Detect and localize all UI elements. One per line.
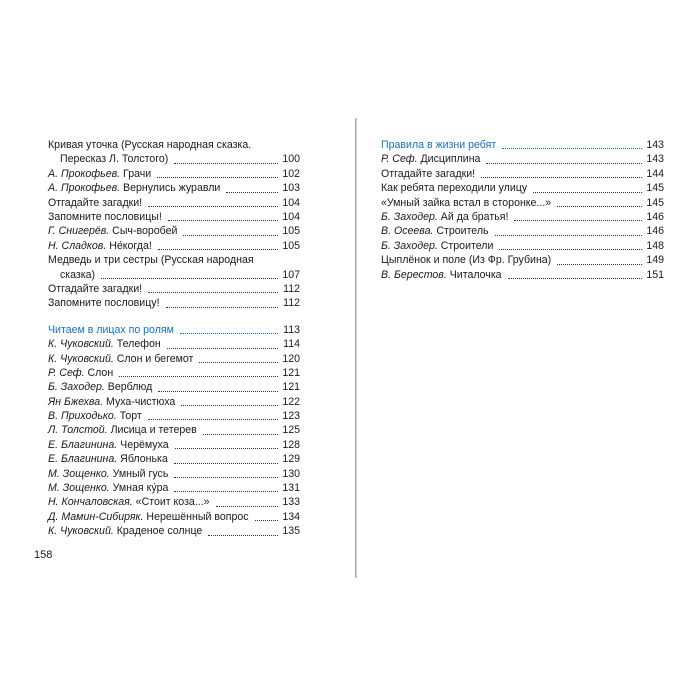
toc-section-heading bbox=[381, 138, 664, 152]
dot-leader bbox=[167, 348, 278, 349]
right-page bbox=[360, 0, 700, 700]
toc-entry bbox=[48, 423, 300, 437]
toc-entry-author: В. Приходько. bbox=[48, 410, 117, 423]
toc-entry-page: 135 bbox=[282, 525, 300, 538]
dot-leader bbox=[158, 391, 278, 392]
toc-entry-title: «Умный зайка встал в сторонке...» bbox=[381, 196, 552, 209]
dot-leader bbox=[148, 419, 278, 420]
toc-entry-page: 123 bbox=[282, 410, 300, 423]
toc-entry-author: М. Зощенко. bbox=[48, 467, 110, 480]
toc-entry-title: Муха-чистюха bbox=[106, 395, 176, 408]
dot-leader bbox=[183, 235, 278, 236]
toc-entry bbox=[381, 152, 664, 166]
toc-entry bbox=[48, 296, 300, 310]
toc-entry-page: 105 bbox=[282, 239, 300, 252]
dot-leader bbox=[508, 278, 642, 279]
toc-entry-title: Торт bbox=[119, 410, 142, 423]
dot-leader bbox=[255, 520, 278, 521]
toc-entry-page: 146 bbox=[646, 210, 664, 223]
toc-entry bbox=[48, 337, 300, 351]
toc-entry-author: В. Осеева. bbox=[381, 225, 434, 238]
dot-leader bbox=[157, 177, 278, 178]
toc-entry-author: Н. Кончаловская. bbox=[48, 496, 133, 509]
toc-entry bbox=[48, 452, 300, 466]
toc-right bbox=[381, 138, 664, 282]
toc-entry-author: Б. Заходер. bbox=[381, 239, 438, 252]
toc-entry bbox=[48, 239, 300, 253]
toc-entry-title: Сыч-воробей bbox=[112, 225, 178, 238]
dot-leader bbox=[226, 192, 278, 193]
toc-entry-author: К. Чуковский. bbox=[48, 352, 114, 365]
toc-entry-title: Нерешённый вопрос bbox=[146, 510, 249, 523]
toc-entry-author: В. Берестов. bbox=[381, 268, 447, 281]
toc-entry bbox=[48, 481, 300, 495]
dot-leader bbox=[174, 477, 278, 478]
toc-entry-title-cont: Пересказ Л. Толстого) bbox=[60, 153, 169, 166]
toc-entry-title: Отгадайте загадки! bbox=[381, 167, 476, 180]
toc-entry-title: Запомните пословицу! bbox=[48, 297, 160, 310]
toc-entry-page: 121 bbox=[282, 381, 300, 394]
toc-entry bbox=[48, 196, 300, 210]
toc-entry-title: Лисица и тетерев bbox=[110, 424, 197, 437]
dot-leader bbox=[557, 206, 642, 207]
toc-section-heading bbox=[48, 323, 300, 337]
toc-entry-author: Ян Бжехва. bbox=[48, 395, 104, 408]
toc-entry-title: Слон и бегемот bbox=[116, 352, 194, 365]
toc-entry-page: 122 bbox=[282, 395, 300, 408]
toc-entry bbox=[48, 282, 300, 296]
toc-entry-title: Краденое солнце bbox=[116, 525, 203, 538]
dot-leader bbox=[101, 278, 278, 279]
dot-leader bbox=[203, 434, 278, 435]
toc-entry-author: А. Прокофьев. bbox=[48, 182, 121, 195]
dot-leader bbox=[216, 506, 278, 507]
toc-entry-author: Д. Мамин-Сибиряк. bbox=[48, 510, 144, 523]
dot-leader bbox=[208, 535, 278, 536]
toc-entry bbox=[48, 395, 300, 409]
toc-entry-title: Ай да братья! bbox=[440, 210, 509, 223]
toc-entry-author: Б. Заходер. bbox=[48, 381, 105, 394]
toc-entry-title: Как ребята переходили улицу bbox=[381, 182, 528, 195]
toc-entry bbox=[48, 409, 300, 423]
toc-entry-line bbox=[48, 152, 300, 166]
toc-entry-page: 131 bbox=[282, 482, 300, 495]
toc-entry-author: Е. Благинина. bbox=[48, 453, 118, 466]
toc-entry-title: Вернулись журавли bbox=[123, 182, 221, 195]
dot-leader bbox=[502, 148, 642, 149]
toc-entry-line bbox=[48, 138, 300, 152]
toc-entry bbox=[381, 239, 664, 253]
toc-entry-title: Яблонька bbox=[120, 453, 168, 466]
toc-entry-page: 133 bbox=[282, 496, 300, 509]
page-number: 158 bbox=[34, 549, 53, 561]
toc-entry-author: Р. Сеф. bbox=[381, 153, 418, 166]
dot-leader bbox=[168, 220, 278, 221]
toc-entry-title: Цыплёнок и поле (Из Фр. Грубина) bbox=[381, 254, 552, 267]
toc-entry-page: 104 bbox=[282, 196, 300, 209]
toc-entry-title: «Стоит коза...» bbox=[135, 496, 210, 509]
toc-entry-title: Читаем в лицах по ролям bbox=[48, 323, 174, 336]
toc-entry bbox=[48, 510, 300, 524]
toc-entry-page: 103 bbox=[282, 182, 300, 195]
toc-entry bbox=[48, 366, 300, 380]
toc-entry-page: 151 bbox=[646, 268, 664, 281]
toc-entry-line bbox=[48, 268, 300, 282]
dot-leader bbox=[166, 307, 278, 308]
toc-entry-page: 148 bbox=[646, 239, 664, 252]
dot-leader bbox=[148, 206, 278, 207]
toc-entry-author: Г. Снигерёв. bbox=[48, 225, 110, 238]
toc-entry-title: Умный гусь bbox=[112, 467, 169, 480]
toc-entry-line bbox=[48, 253, 300, 267]
toc-entry-page: 129 bbox=[282, 453, 300, 466]
toc-entry bbox=[48, 138, 300, 167]
toc-entry bbox=[48, 467, 300, 481]
toc-entry bbox=[48, 380, 300, 394]
toc-entry bbox=[48, 224, 300, 238]
dot-leader bbox=[199, 362, 278, 363]
toc-entry-title: Читалочка bbox=[449, 268, 502, 281]
toc-entry-title: Телефон bbox=[116, 338, 161, 351]
toc-entry-author: Р. Сеф. bbox=[48, 366, 85, 379]
toc-entry-author: Л. Толстой. bbox=[48, 424, 108, 437]
dot-leader bbox=[557, 264, 642, 265]
dot-leader bbox=[181, 405, 278, 406]
toc-entry bbox=[48, 253, 300, 282]
toc-entry bbox=[48, 352, 300, 366]
toc-entry-page: 143 bbox=[646, 138, 664, 151]
toc-entry-page: 134 bbox=[282, 510, 300, 523]
dot-leader bbox=[486, 163, 642, 164]
toc-entry-page: 112 bbox=[283, 282, 300, 295]
toc-entry-author: Е. Благинина. bbox=[48, 438, 118, 451]
toc-entry-page: 145 bbox=[646, 196, 664, 209]
toc-entry-page: 144 bbox=[646, 167, 664, 180]
toc-entry-page: 114 bbox=[283, 338, 300, 351]
toc-entry bbox=[48, 438, 300, 452]
toc-entry bbox=[381, 253, 664, 267]
toc-left bbox=[48, 138, 300, 539]
dot-leader bbox=[495, 235, 642, 236]
toc-entry-page: 128 bbox=[282, 438, 300, 451]
toc-entry-page: 105 bbox=[282, 225, 300, 238]
dot-leader bbox=[499, 249, 642, 250]
toc-entry bbox=[381, 210, 664, 224]
dot-leader bbox=[481, 177, 642, 178]
toc-entry-title: Слон bbox=[87, 366, 114, 379]
dot-leader bbox=[180, 333, 278, 334]
toc-entry-title: Дисциплина bbox=[420, 153, 481, 166]
toc-entry-page: 102 bbox=[282, 167, 300, 180]
toc-entry-author: К. Чуковский. bbox=[48, 338, 114, 351]
dot-leader bbox=[158, 249, 278, 250]
toc-entry-title: Черёмуха bbox=[120, 438, 169, 451]
dot-leader bbox=[533, 192, 642, 193]
toc-entry-title: Строители bbox=[440, 239, 494, 252]
toc-entry bbox=[381, 167, 664, 181]
dot-leader bbox=[174, 491, 278, 492]
toc-entry-author: М. Зощенко. bbox=[48, 482, 110, 495]
dot-leader bbox=[148, 292, 278, 293]
toc-entry-title: Запомните пословицы! bbox=[48, 210, 162, 223]
toc-entry-page: 113 bbox=[283, 323, 300, 336]
toc-entry bbox=[48, 167, 300, 181]
toc-entry-page: 107 bbox=[282, 268, 300, 281]
toc-entry bbox=[48, 495, 300, 509]
toc-entry bbox=[381, 268, 664, 282]
toc-entry-title: Правила в жизни ребят bbox=[381, 138, 497, 151]
toc-entry-page: 146 bbox=[646, 225, 664, 238]
toc-entry-author: А. Прокофьев. bbox=[48, 167, 121, 180]
toc-entry-title: Строитель bbox=[436, 225, 489, 238]
toc-entry-page: 145 bbox=[646, 182, 664, 195]
dot-leader bbox=[119, 376, 278, 377]
toc-entry bbox=[48, 181, 300, 195]
toc-entry-page: 120 bbox=[282, 352, 300, 365]
dot-leader bbox=[175, 448, 278, 449]
toc-entry-page: 125 bbox=[282, 424, 300, 437]
book-spine bbox=[355, 118, 357, 578]
dot-leader bbox=[174, 463, 278, 464]
toc-entry-page: 121 bbox=[282, 366, 300, 379]
dot-leader bbox=[174, 163, 278, 164]
toc-entry-title-cont: сказка) bbox=[60, 268, 96, 281]
toc-entry-author: Б. Заходер. bbox=[381, 210, 438, 223]
toc-entry-author: Н. Сладков. bbox=[48, 239, 107, 252]
toc-entry-page: 104 bbox=[282, 210, 300, 223]
toc-entry-title: Верблюд bbox=[107, 381, 153, 394]
dot-leader bbox=[514, 220, 642, 221]
toc-entry-title: Медведь и три сестры (Русская народная bbox=[48, 254, 254, 267]
toc-entry-title: Отгадайте загадки! bbox=[48, 196, 143, 209]
toc-entry-title: Умная ку́ра bbox=[112, 482, 169, 495]
toc-entry-title: Кривая уточка (Русская народная сказка. bbox=[48, 139, 252, 151]
toc-entry-page: 112 bbox=[283, 297, 300, 310]
toc-entry bbox=[381, 196, 664, 210]
toc-entry-title: Отгадайте загадки! bbox=[48, 282, 143, 295]
toc-entry-title: Грачи bbox=[123, 167, 152, 180]
toc-entry bbox=[381, 181, 664, 195]
toc-entry-title: Не́когда! bbox=[109, 239, 152, 252]
toc-entry-page: 130 bbox=[282, 467, 300, 480]
toc-entry bbox=[48, 210, 300, 224]
toc-entry-author: К. Чуковский. bbox=[48, 525, 114, 538]
toc-entry bbox=[48, 524, 300, 538]
toc-entry-page: 143 bbox=[646, 153, 664, 166]
toc-entry bbox=[381, 224, 664, 238]
toc-entry-page: 100 bbox=[282, 153, 300, 166]
toc-entry-page: 149 bbox=[646, 254, 664, 267]
